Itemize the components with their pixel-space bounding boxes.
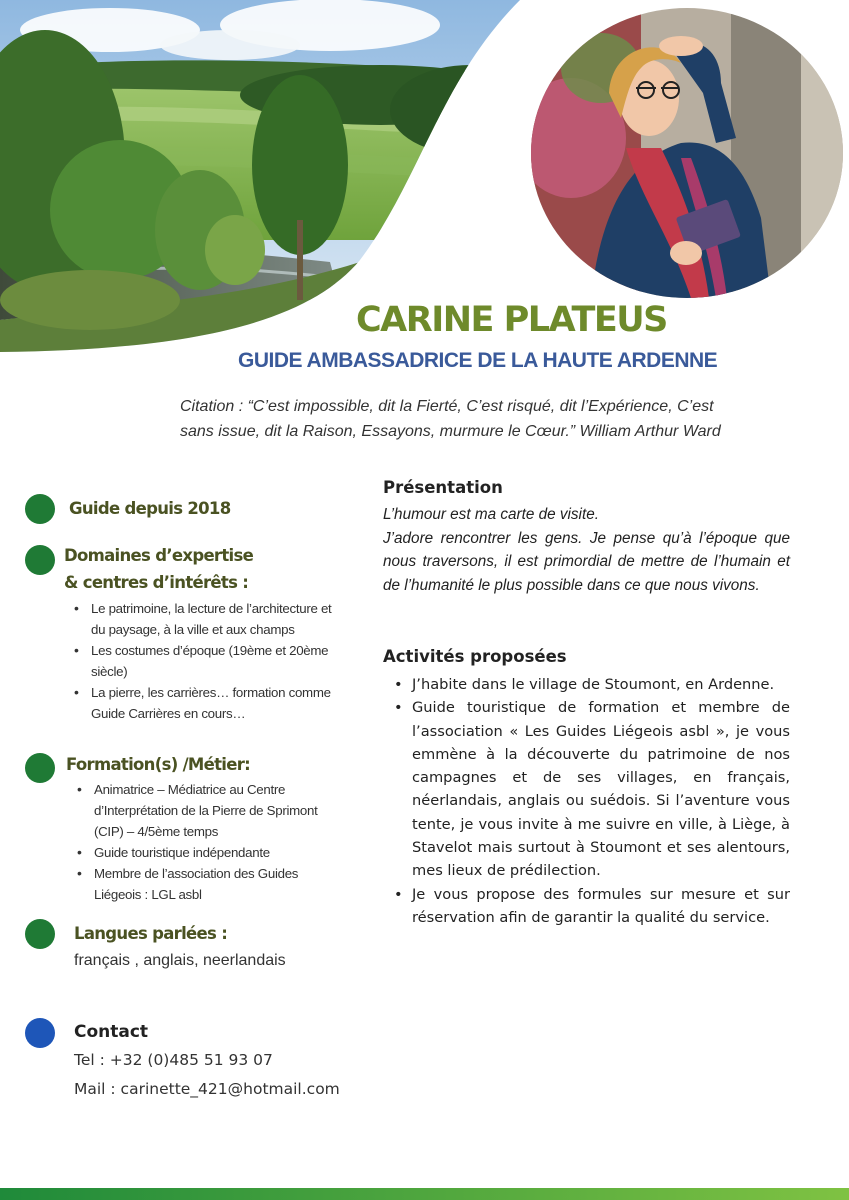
list-item — [77, 842, 367, 863]
quote-line-1: Citation : “C’est impossible, dit la Fierté, C’est risqué, dit l’Expérience, C’est — [180, 398, 714, 415]
languages-value: français , anglais, neerlandais — [74, 952, 286, 969]
list-item-line: Guide touristique indépendante — [94, 845, 270, 860]
list-item-line: du paysage, à la ville et aux champs — [91, 622, 295, 637]
list-item — [74, 682, 364, 724]
list-item: • Guide touristique de formation et membre de l’association « Les Guides Liégeois asbl », je vous emmène à la découverte du patrimoine de nos campagnes et de ses villages, en français, néerlandais, anglais ou suédois. Si l’aventure vous tente, je vous invite à me suivre en ville, à Liège, à Stavelot mais surtout à Stoumont et ses alentours, mes lieux de prédilection. — [383, 696, 790, 882]
list-item: • Je vous propose des formules sur mesure et sur réservation afin de garantir la qualité du service. — [383, 883, 790, 930]
presentation-paragraph-2: J’adore rencontrer les gens. Je pense qu’à l’époque que nous traversons, il est primordial de mettre de l’humain et de l’humanité le plus possible dans ce que nous vivons. — [383, 529, 790, 594]
contact-phone: Tel : +32 (0)485 51 93 07 — [74, 1051, 273, 1069]
list-item — [77, 863, 367, 905]
list-item-line: Membre de l’association des Guides — [94, 866, 299, 881]
presentation-heading: Présentation — [383, 478, 503, 497]
list-item-line: Guide Carrières en cours… — [91, 706, 246, 721]
list-item — [74, 598, 364, 640]
footer-bar — [0, 1188, 849, 1200]
formation-list — [77, 779, 367, 905]
list-item-line: Liégeois : LGL asbl — [94, 887, 202, 902]
languages-heading: Langues parlées : — [74, 924, 228, 943]
expertise-list — [74, 598, 364, 724]
bullet-dot-contact — [25, 1018, 55, 1048]
activities-list — [383, 673, 790, 929]
list-item-line: siècle) — [91, 664, 128, 679]
contact-mail: Mail : carinette_421@hotmail.com — [74, 1080, 340, 1098]
quote — [180, 394, 740, 444]
bullet-dot-languages — [25, 919, 55, 949]
expertise-heading-line-2: & centres d’intérêts : — [64, 573, 249, 592]
quote-line-2: sans issue, dit la Raison, Essayons, murmure le Cœur.” William Arthur Ward — [180, 423, 721, 440]
list-item: • J’habite dans le village de Stoumont, en Ardenne. — [383, 673, 790, 696]
activities-heading: Activités proposées — [383, 647, 567, 666]
expertise-heading — [64, 542, 253, 596]
list-item-line: Le patrimoine, la lecture de l’architecture et — [91, 601, 332, 616]
bullet-dot-formation — [25, 753, 55, 783]
portrait-photo — [531, 8, 843, 298]
list-item-line: Animatrice – Médiatrice au Centre — [94, 782, 286, 797]
expertise-heading-line-1: Domaines d’expertise — [64, 546, 254, 565]
bullet-dot-expertise — [25, 545, 55, 575]
list-item-line: La pierre, les carrières… formation comme — [91, 685, 331, 700]
formation-heading: Formation(s) /Métier: — [66, 755, 251, 774]
contact-heading: Contact — [74, 1022, 149, 1042]
person-name: CARINE PLATEUS — [356, 300, 667, 340]
presentation-paragraph-1: L’humour est ma carte de visite. — [383, 506, 599, 523]
bullet-dot-guide-since — [25, 494, 55, 524]
person-subtitle: GUIDE AMBASSADRICE DE LA HAUTE ARDENNE — [238, 349, 718, 372]
list-item — [77, 779, 367, 842]
list-item-line: d’Interprétation de la Pierre de Sprimont — [94, 803, 318, 818]
guide-since-heading: Guide depuis 2018 — [69, 499, 231, 518]
list-item — [74, 640, 364, 682]
list-item-line: Les costumes d’époque (19ème et 20ème — [91, 643, 329, 658]
presentation-text — [383, 503, 790, 597]
list-item-line: (CIP) – 4/5ème temps — [94, 824, 219, 839]
